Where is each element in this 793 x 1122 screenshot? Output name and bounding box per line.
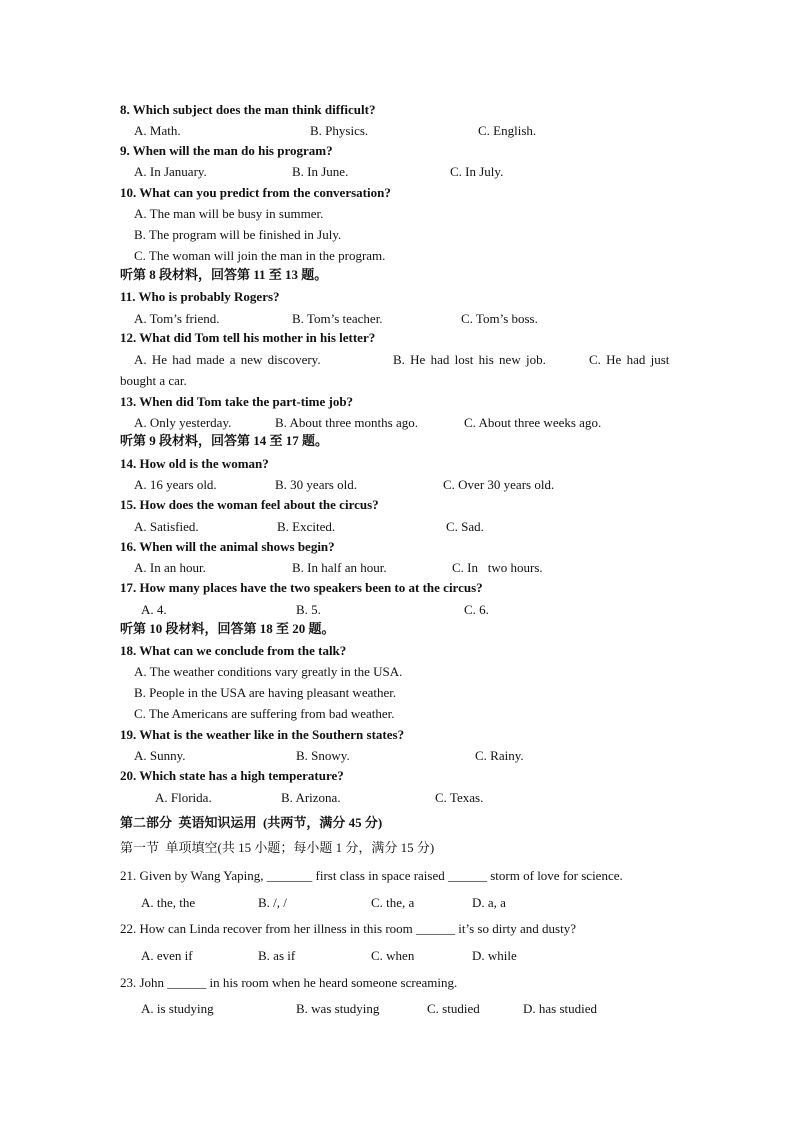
question-10: 10. What can you predict from the conversation? [120,185,391,200]
option-21a: A. the, the [141,895,196,910]
question-12: 12. What did Tom tell his mother in his letter? [120,330,376,345]
option-21d: D. a, a [472,895,506,910]
option-21c: C. the, a [371,895,415,910]
option-18a: A. The weather conditions vary greatly in the USA. [134,664,403,679]
question-14: 14. How old is the woman? [120,456,269,471]
option-12a: A. He had made a new discovery. [134,352,321,367]
question-20: 20. Which state has a high temperature? [120,768,344,783]
option-18b: B. People in the USA are having pleasant weather. [134,685,397,700]
option-13b: B. About three months ago. [275,415,418,430]
option-23c: C. studied [427,1001,480,1016]
option-23a: A. is studying [141,1001,214,1016]
option-22c: C. when [371,948,415,963]
option-17a: A. 4. [141,602,167,617]
option-17b: B. 5. [296,602,321,617]
option-9a: A. In January. [134,164,207,179]
option-12c: C. He had just [589,352,670,367]
question-17: 17. How many places have the two speakers been to at the circus? [120,580,483,595]
part-2-title: 第二部分 英语知识运用 (共两节，满分 45 分) [120,815,383,830]
option-10c: C. The woman will join the man in the program. [134,248,386,263]
option-8b: B. Physics. [310,123,369,138]
option-19b: B. Snowy. [296,748,350,763]
option-21b: B. /, / [258,895,287,910]
section-heading-9: 听第 9 段材料，回答第 14 至 17 题。 [120,433,329,448]
option-22b: B. as if [258,948,296,963]
option-15a: A. Satisfied. [134,519,199,534]
option-11a: A. Tom’s friend. [134,311,220,326]
section-heading-8: 听第 8 段材料，回答第 11 至 13 题。 [120,267,328,282]
question-19: 19. What is the weather like in the Southern states? [120,727,405,742]
question-21: 21. Given by Wang Yaping, _______ first class in space raised ______ storm of love for science. [120,868,623,883]
option-14b: B. 30 years old. [275,477,357,492]
option-23d: D. has studied [523,1001,598,1016]
question-13: 13. When did Tom take the part-time job? [120,394,354,409]
option-15c: C. Sad. [446,519,484,534]
question-8: 8. Which subject does the man think difficult? [120,102,376,117]
question-18: 18. What can we conclude from the talk? [120,643,347,658]
section-heading-10: 听第 10 段材料，回答第 18 至 20 题。 [120,621,335,636]
option-11b: B. Tom’s teacher. [292,311,383,326]
option-23b: B. was studying [296,1001,380,1016]
option-22a: A. even if [141,948,193,963]
option-13c: C. About three weeks ago. [464,415,602,430]
option-16c: C. In two hours. [452,560,543,575]
option-20b: B. Arizona. [281,790,341,805]
section-1-title: 第一节 单项填空(共 15 小题；每小题 1 分，满分 15 分) [120,840,435,855]
option-10a: A. The man will be busy in summer. [134,206,324,221]
option-8c: C. English. [478,123,537,138]
option-14c: C. Over 30 years old. [443,477,555,492]
option-22d: D. while [472,948,517,963]
option-19c: C. Rainy. [475,748,524,763]
option-8a: A. Math. [134,123,181,138]
question-23: 23. John ______ in his room when he heard someone screaming. [120,975,458,990]
option-9c: C. In July. [450,164,504,179]
option-13a: A. Only yesterday. [134,415,232,430]
question-11: 11. Who is probably Rogers? [120,289,280,304]
option-12b: B. He had lost his new job. [393,352,546,367]
option-16b: B. In half an hour. [292,560,387,575]
option-15b: B. Excited. [277,519,336,534]
option-20c: C. Texas. [435,790,484,805]
option-18c: C. The Americans are suffering from bad weather. [134,706,395,721]
option-14a: A. 16 years old. [134,477,217,492]
option-17c: C. 6. [464,602,489,617]
question-22: 22. How can Linda recover from her illness in this room ______ it’s so dirty and dusty? [120,921,577,936]
question-16: 16. When will the animal shows begin? [120,539,335,554]
option-12c-wrap: bought a car. [120,373,187,388]
option-11c: C. Tom’s boss. [461,311,538,326]
question-9: 9. When will the man do his program? [120,143,333,158]
option-19a: A. Sunny. [134,748,186,763]
option-10b: B. The program will be finished in July. [134,227,342,242]
option-16a: A. In an hour. [134,560,206,575]
question-15: 15. How does the woman feel about the circus? [120,497,379,512]
option-9b: B. In June. [292,164,349,179]
option-20a: A. Florida. [155,790,212,805]
